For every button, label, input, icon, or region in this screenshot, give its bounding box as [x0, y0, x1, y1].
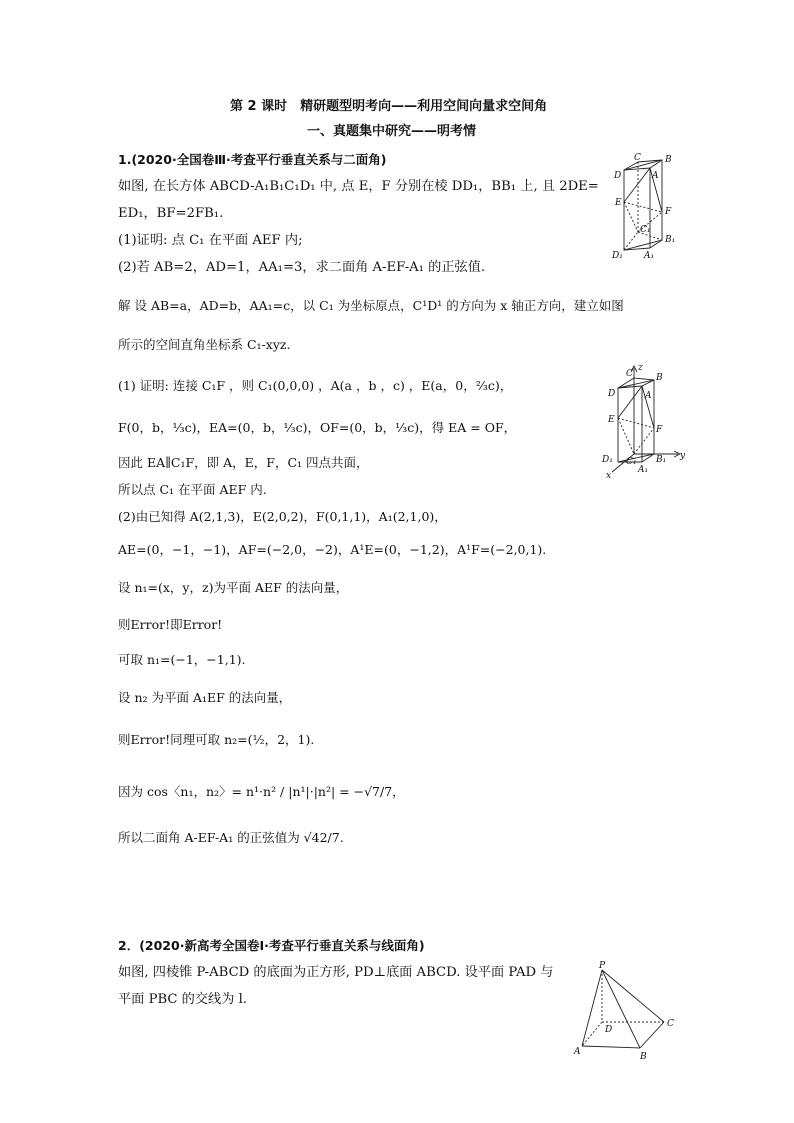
- fig1-label: A₁: [644, 251, 655, 261]
- q1-solution-line15: 所以二面角 A-EF-A₁ 的正弦值为 √42/7.: [118, 830, 344, 845]
- fig3-label: A: [574, 1047, 581, 1057]
- fig1-label: B: [665, 155, 672, 165]
- fig3-label: C: [667, 1019, 674, 1029]
- fig1-label: A: [652, 171, 659, 181]
- cuboid-axes-figure: [598, 362, 688, 480]
- fig2-label: A₁: [638, 465, 649, 475]
- q1-solution-line9: 设 n₁=(x，y，z)为平面 AEF 的法向量，: [118, 580, 349, 595]
- fig1-label: E: [615, 198, 622, 208]
- fig2-label: D: [608, 389, 616, 399]
- fig3-label: B: [640, 1052, 647, 1062]
- q2-stem-line2: 平面 PBC 的交线为 l.: [118, 992, 248, 1007]
- q2-stem-line1: 如图, 四棱锥 P-ABCD 的底面为正方形, PD⊥底面 ABCD. 设平面 PAD 与: [118, 965, 554, 980]
- fig2-label: y: [680, 451, 686, 461]
- q1-solution-line8: AE=(0，−1，−1)，AF=(−2,0，−2)，A¹E=(0，−1,2)，A¹F=(−2,0,1).: [118, 542, 547, 557]
- fig3-label: P: [599, 961, 606, 971]
- fig1-label: B₁: [665, 235, 676, 245]
- fig1-label: C: [634, 153, 641, 163]
- fig2-label: A: [645, 391, 652, 401]
- q1-solution-line10: 则Error!即Error!: [118, 617, 223, 632]
- fig1-label: F: [665, 207, 672, 217]
- fig2-label: D₁: [602, 455, 613, 465]
- q1-solution-line14: 因为 cos〈n₁，n₂〉= n¹·n² / |n¹|·|n²| = −√7/7，: [118, 784, 405, 799]
- q1-number: 1.(2020·全国卷Ⅲ·考查平行垂直关系与二面角): [118, 152, 387, 167]
- q2-number: 2．(2020·新高考全国卷Ⅰ·考查平行垂直关系与线面角): [118, 938, 425, 953]
- fig2-label: C: [626, 369, 633, 379]
- q1-solution-line2: 所示的空间直角坐标系 C₁-xyz.: [118, 337, 291, 352]
- fig2-label: C₁: [626, 457, 637, 467]
- fig2-label: x: [606, 471, 612, 480]
- q1-solution-line1: 解 设 AB=a，AD=b，AA₁=c，以 C₁ 为坐标原点，C¹D¹ 的方向为 x 轴正方向，建立如图: [118, 298, 624, 313]
- pyramid-figure: [572, 958, 684, 1062]
- fig1-label: D₁: [612, 251, 623, 261]
- fig1-label: C₁: [640, 225, 651, 235]
- section-heading: 一、真题集中研究——明考情: [307, 124, 477, 139]
- fig2-label: F: [656, 425, 663, 435]
- fig2-label: B: [656, 373, 663, 383]
- q1-stem-line1: 如图, 在长方体 ABCD-A₁B₁C₁D₁ 中, 点 E，F 分别在棱 DD₁，BB₁ 上, 且 2DE=: [118, 179, 599, 194]
- q1-solution-line3: (1) 证明: 连接 C₁F ，则 C₁(0,0,0) ，A(a ，b ，c) ，E(a，0，⅔c)，: [118, 378, 513, 393]
- q1-solution-line6: 所以点 C₁ 在平面 AEF 内.: [118, 482, 267, 497]
- cuboid-figure: [604, 150, 684, 262]
- q1-solution-line4: F(0，b，⅓c)，EA=(0，b，⅓c)，OF=(0，b，⅓c)，得 EA = OF，: [118, 420, 517, 435]
- q1-solution-line12: 设 n₂ 为平面 A₁EF 的法向量，: [118, 690, 292, 705]
- q1-solution-line11: 可取 n₁=(−1，−1,1).: [118, 652, 246, 667]
- q1-solution-line5: 因此 EA∥C₁F，即 A，E，F，C₁ 四点共面，: [118, 455, 369, 470]
- q1-stem-line2: ED₁，BF=2FB₁.: [118, 206, 224, 221]
- fig2-label: B₁: [656, 455, 667, 465]
- q1-part1: (1)证明: 点 C₁ 在平面 AEF 内;: [118, 233, 303, 248]
- lesson-title: 第 2 课时 精研题型明考向——利用空间向量求空间角: [230, 99, 548, 114]
- fig2-label: z: [638, 363, 643, 373]
- fig2-label: E: [608, 415, 615, 425]
- fig1-label: D: [614, 171, 622, 181]
- fig3-label: D: [605, 1025, 613, 1035]
- q1-part2: (2)若 AB=2，AD=1，AA₁=3，求二面角 A-EF-A₁ 的正弦值.: [118, 260, 486, 275]
- q1-solution-line7: (2)由已知得 A(2,1,3)，E(2,0,2)，F(0,1,1)，A₁(2,1,0)，: [118, 509, 447, 524]
- q1-solution-line13: 则Error!同理可取 n₂=(½，2，1).: [118, 732, 315, 747]
